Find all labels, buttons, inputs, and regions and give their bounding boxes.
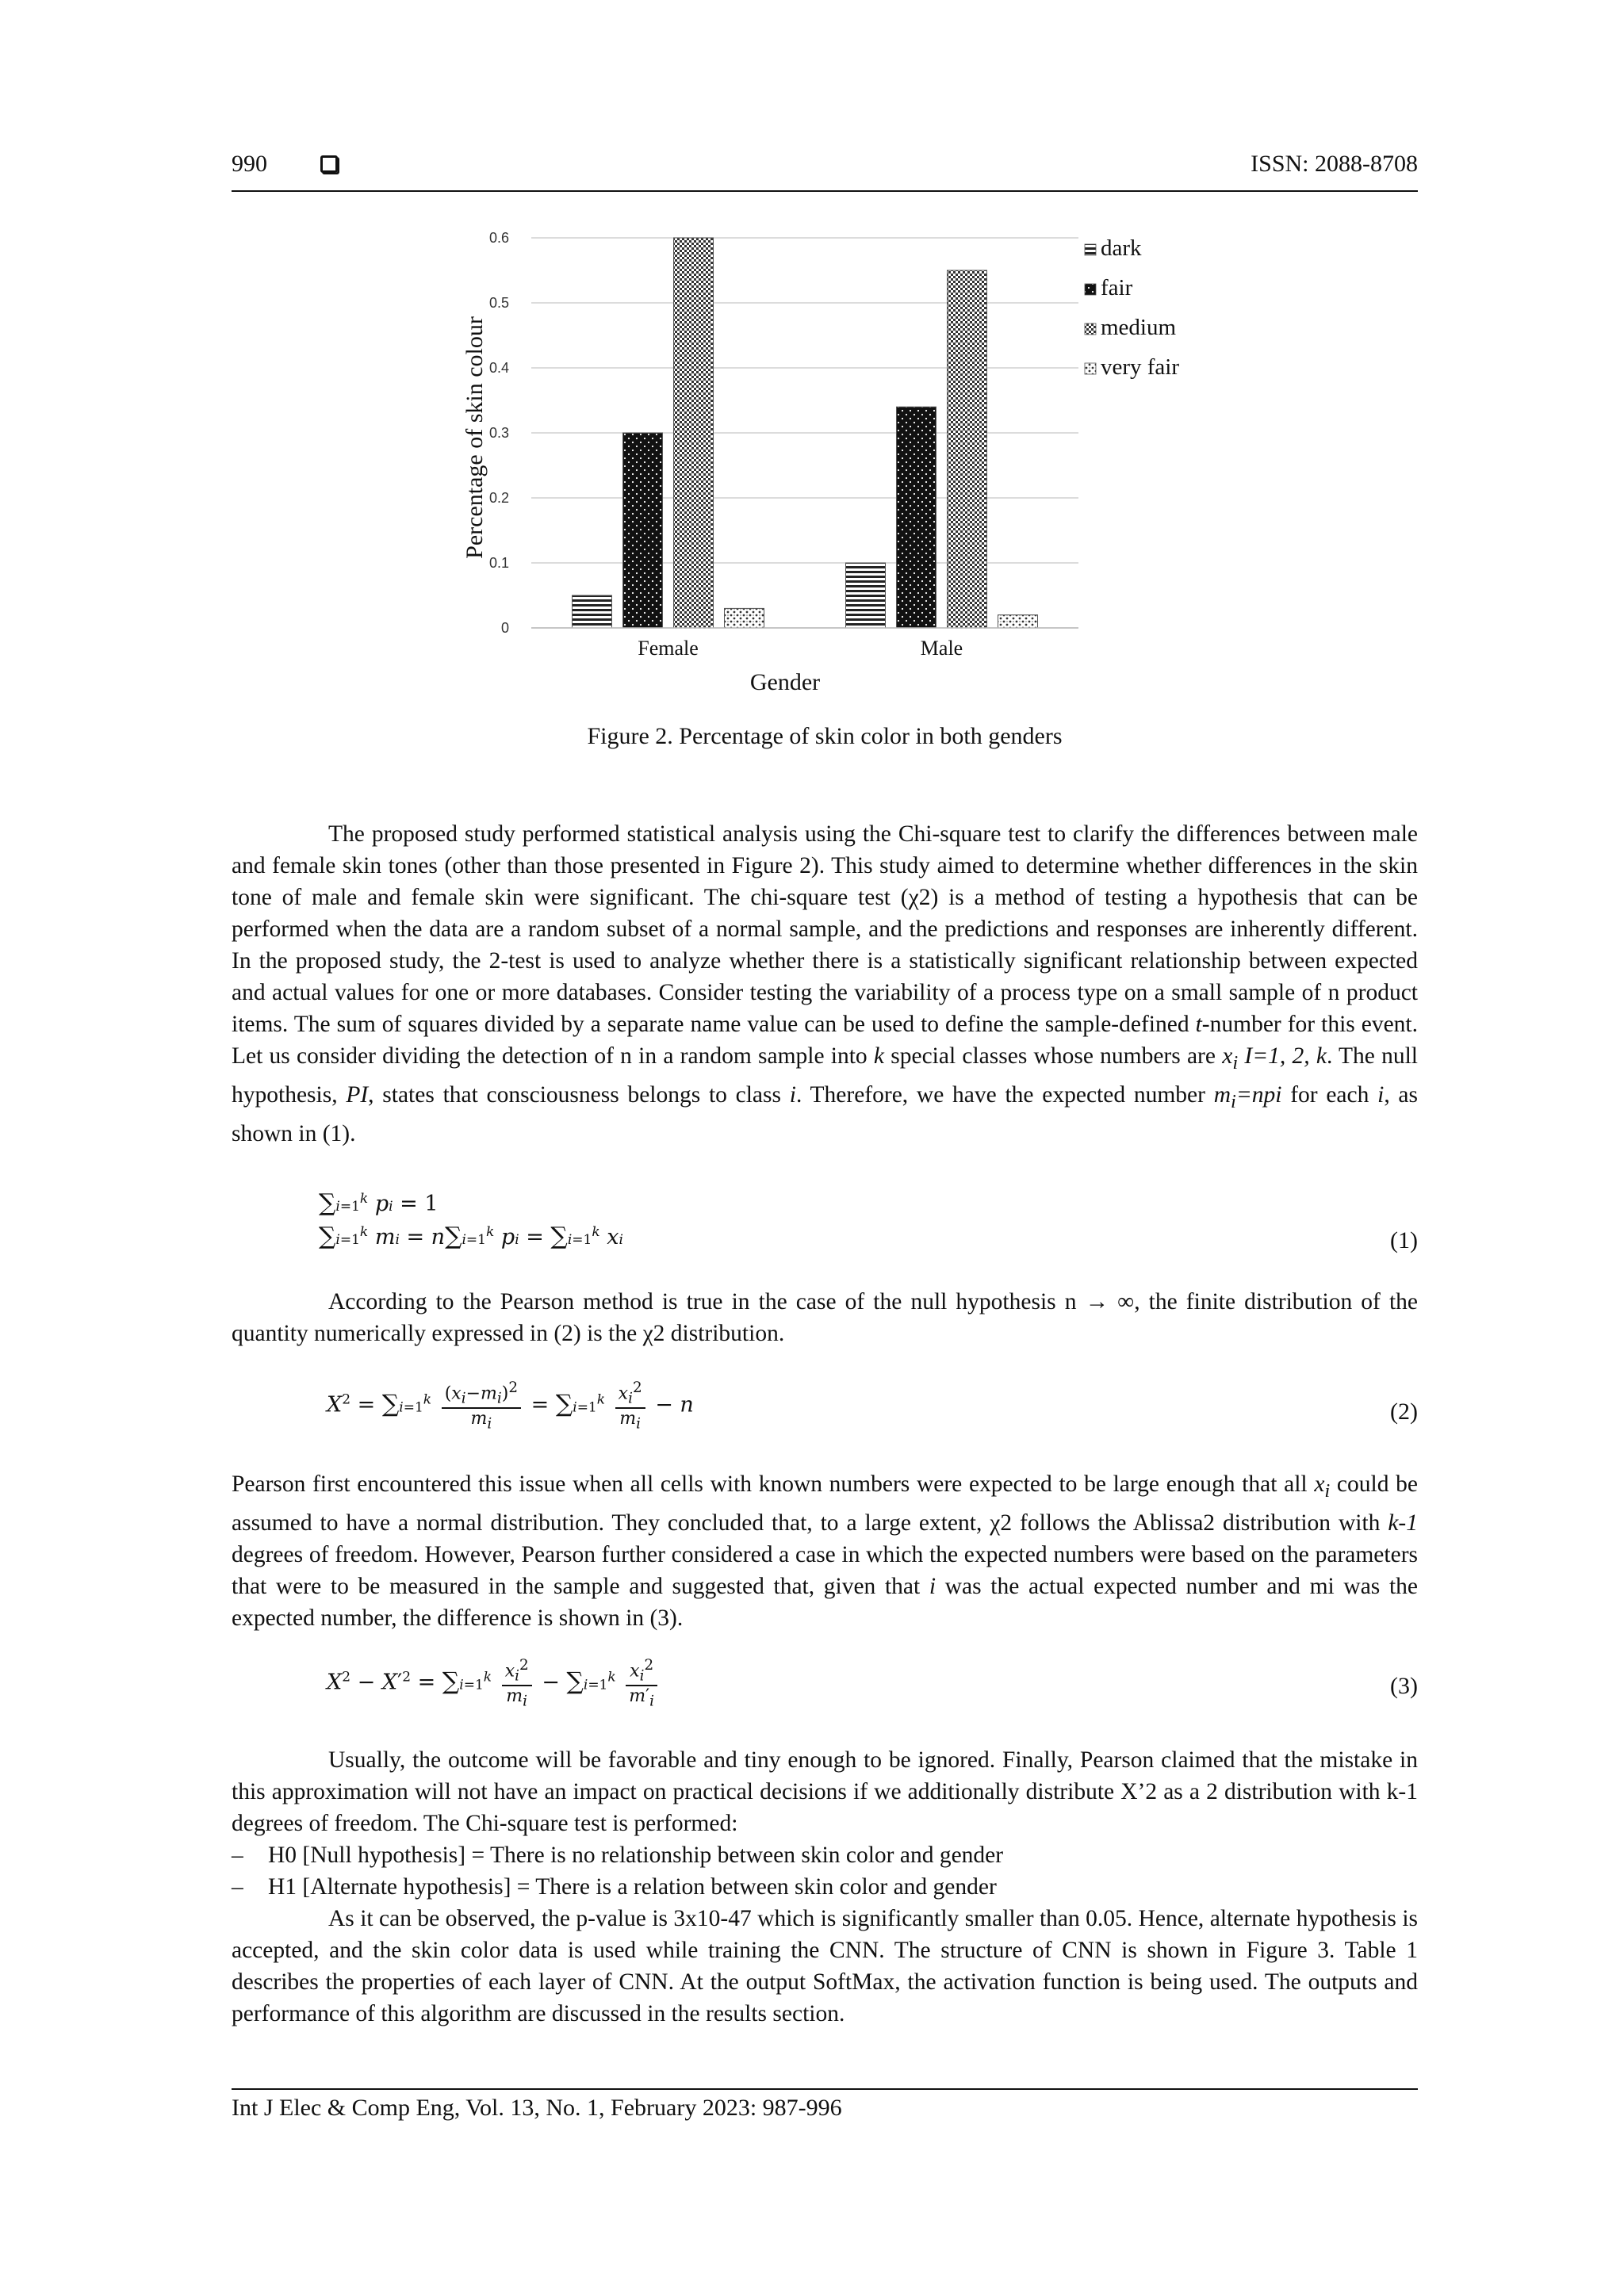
equation-1-line-1: $\sum i=1^k$ pi = 1	[319, 1189, 439, 1217]
bar-chart	[444, 214, 1205, 706]
paragraph-chi-square-intro: The proposed study performed statistical analysis using the Chi-square test to clarify the differences between male and female skin tones (other than those presented in Figure 2). This study aimed to determine whether differences in the skin tone of male and female skin were significant. The chi-square test (χ2) is a method of testing a hypothesis that can be performed when the data are a random subset of a normal sample, and the predictions and responses are inherently different. In the proposed study, the 2-test is used to analyze whether there is a statistically significant relationship between expected and actual values for one or more databases. Consider testing the variability of a process type on a small sample of n product items. The sum of squares divided by a separate name value can be used to define the sample-defined t-number for this event. Let us consider dividing the detection of n in a random sample into k special classes whose numbers are $x_i$ I=1, 2, k. The null hypothesis, PI, states that consciousness belongs to class i. Therefore, we have the expected number $m_i=npi$ for each i, as shown in (1).	[232, 821, 1419, 1146]
bar-female-medium	[674, 238, 714, 628]
dash-icon: –	[232, 1843, 243, 1868]
y-tick-label: 0.6	[488, 230, 509, 246]
legend-swatch	[1085, 363, 1096, 374]
checkbox-square-icon	[320, 155, 338, 173]
y-axis-ticks	[489, 230, 509, 636]
bar-male-medium	[948, 270, 987, 628]
paragraph-pearson-normal: Pearson first encountered this issue when all cells with known numbers were expected to be large enough that all $x_i$ could be assumed to have a normal distribution. They concluded that, to a large extent, χ2 follows the Ablissa2 distribution with k-1 degrees of freedom. However, Pearson further considered a case in which the expected numbers were based on the parameters that were to be measured in the sample and suggested that, given that i was the actual expected number and mi was the expected number, the difference is shown in (3).	[232, 1471, 1418, 1631]
list-item-h0: – H0 [Null hypothesis] = There is no relationship between skin color and gender	[232, 1839, 1003, 1871]
y-tick-label: 0.3	[488, 425, 509, 441]
bar-female-dark	[573, 595, 612, 628]
legend-label: medium	[1101, 315, 1177, 340]
x-category-label: Male	[920, 637, 963, 660]
y-tick-label: 0	[500, 620, 509, 636]
legend-label: very fair	[1101, 354, 1180, 380]
legend-swatch	[1085, 244, 1096, 255]
chart-legend	[1085, 235, 1179, 380]
equation-2: $X^2 = \sum i=1^k$ $\frac{(x_i-m_i)^2}{m_i}$ = $\sum i=1^k$ $\frac{x_i^2}{m_i}$ − n	[327, 1380, 694, 1433]
equation-1-line-2: $\sum i=1^k$ mi = $n\sum i=1^k$ pi = $\sum i=1^k$ xi	[319, 1223, 623, 1250]
page-header	[232, 151, 1418, 189]
y-tick-label: 0.1	[488, 555, 509, 571]
y-axis-label: Percentage of skin colour	[462, 316, 488, 559]
dash-icon: –	[232, 1874, 243, 1900]
y-tick-label: 0.4	[488, 360, 509, 376]
figure-2	[444, 214, 1205, 706]
paragraph-outcome: Usually, the outcome will be favorable and tiny enough to be ignored. Finally, Pearson claimed that the mistake in this approximation will not have an impact on practical decisions if we additionally distribute X’2 as a 2 distribution with k-1 degrees of freedom. The Chi-square test is performed:	[232, 1747, 1418, 1836]
legend-swatch	[1085, 323, 1096, 335]
x-category-label: Female	[638, 637, 699, 660]
list-item-h1: – H1 [Alternate hypothesis] = There is a relation between skin color and gender	[232, 1871, 997, 1903]
header-rule	[232, 190, 1418, 192]
paragraph-pearson-method: According to the Pearson method is true in the case of the null hypothesis n → ∞, the finite distribution of the quantity numerically expressed in (2) is the χ2 distribution.	[232, 1289, 1418, 1346]
x-axis-label: Gender	[749, 669, 821, 695]
x-axis-categories	[638, 637, 963, 660]
bar-male-dark	[846, 563, 886, 628]
bar-female-very-fair	[725, 608, 764, 628]
page-footer: Int J Elec & Comp Eng, Vol. 13, No. 1, February 2023: 987-996	[232, 2095, 842, 2121]
bar-female-fair	[623, 433, 663, 628]
paragraph-conclusion: As it can be observed, the p-value is 3x10-47 which is significantly smaller than 0.05. Hence, alternate hypothesis is accepted, and the skin color data is used while training the CNN. The structure of CNN is shown in Figure 3. Table 1 describes the properties of each layer of CNN. At the output SoftMax, the activation function is being used. The outputs and performance of this algorithm are discussed in the results section.	[232, 1906, 1418, 2026]
y-tick-label: 0.5	[488, 295, 509, 311]
bar-male-fair	[897, 407, 936, 628]
equation-1-number: (1)	[1390, 1227, 1418, 1253]
legend-swatch	[1085, 284, 1096, 295]
chart-gridlines	[531, 238, 1078, 628]
y-tick-label: 0.2	[488, 490, 509, 506]
issn: ISSN: 2088-8708	[1251, 151, 1418, 177]
bar-male-very-fair	[998, 615, 1038, 628]
legend-label: fair	[1101, 275, 1133, 300]
equation-3: $X^2 - X'^2 = \sum i=1^k$ $\frac{x_i^2}{m_i}$ − $\sum i=1^k$ $\frac{x_i^2}{m'_i}$	[327, 1657, 661, 1709]
equation-3-number: (3)	[1390, 1673, 1418, 1699]
equation-2-number: (2)	[1390, 1399, 1418, 1425]
legend-label: dark	[1101, 235, 1142, 261]
footer-rule	[232, 2088, 1418, 2090]
page-number: 990	[232, 151, 267, 177]
figure-caption: Figure 2. Percentage of skin color in both genders	[587, 723, 1063, 749]
